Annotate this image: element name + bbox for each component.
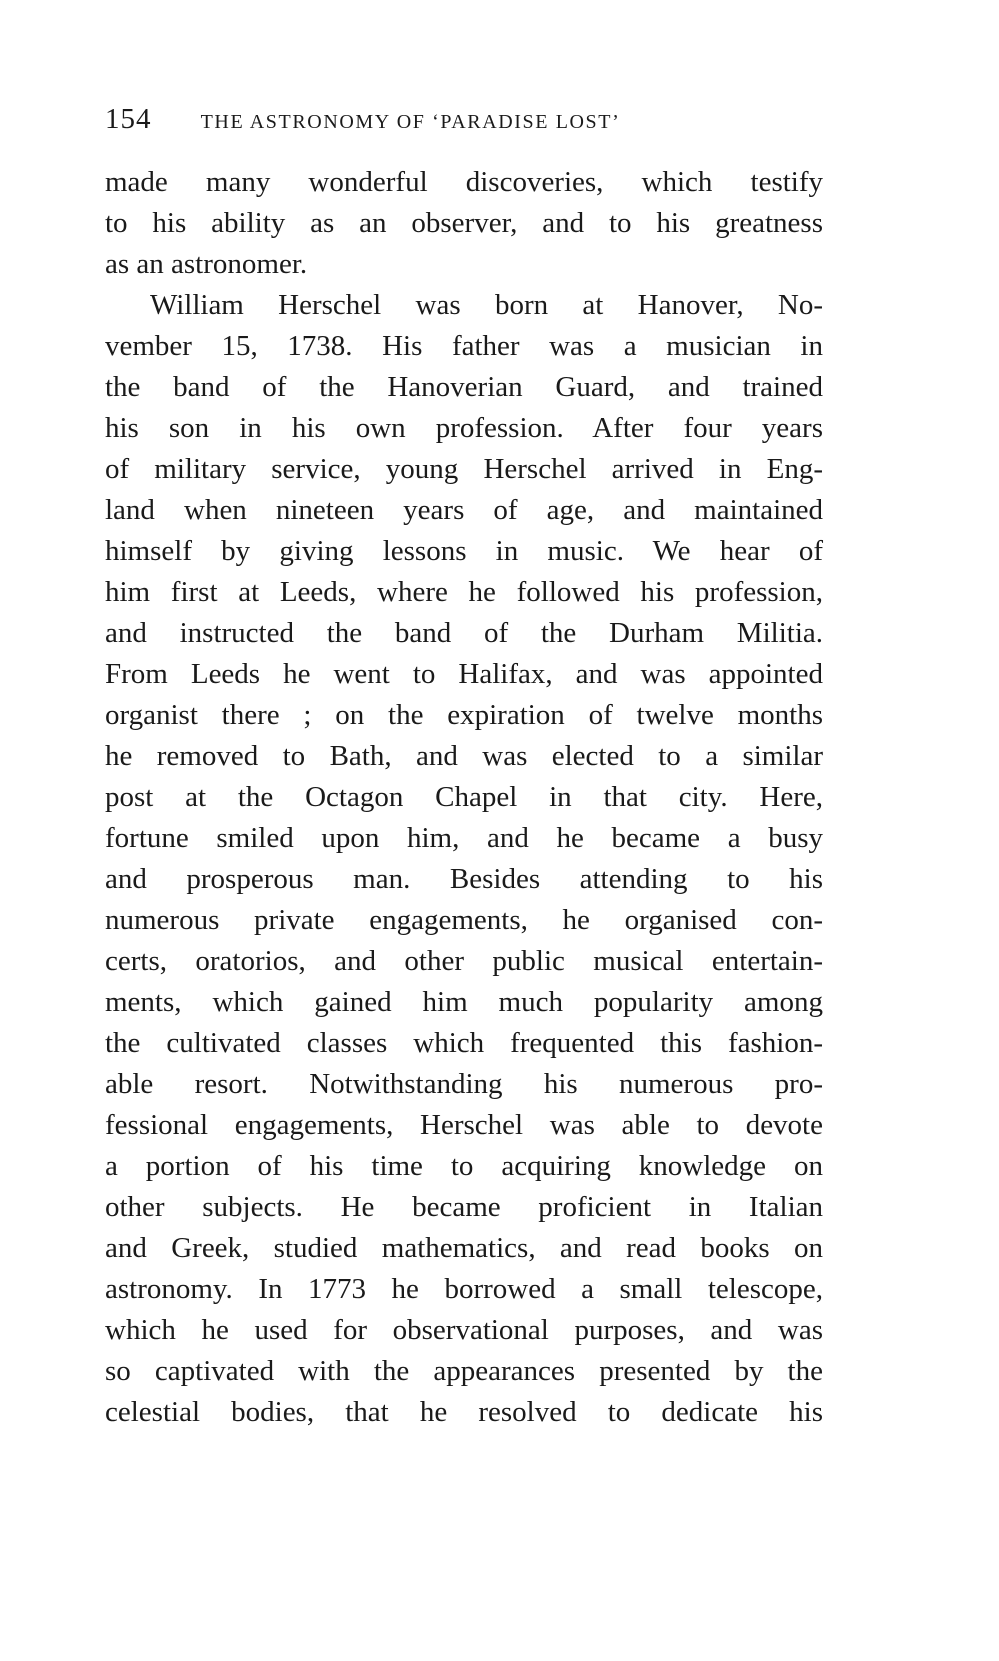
text-line: astronomy. In 1773 he borrowed a small telescope,	[105, 1273, 823, 1305]
text-line: fessional engagements, Herschel was able to devote	[105, 1109, 823, 1141]
text-line: him first at Leeds, where he followed his profession,	[105, 576, 823, 608]
text-line: ments, which gained him much popularity among	[105, 986, 823, 1018]
text-line: which he used for observational purposes, and was	[105, 1314, 823, 1346]
paragraph-2	[105, 285, 823, 1433]
running-title: THE ASTRONOMY OF ‘PARADISE LOST’	[200, 111, 621, 133]
text-line: so captivated with the appearances presented by the	[105, 1355, 823, 1387]
text-line: other subjects. He became proficient in Italian	[105, 1191, 823, 1223]
text-line: numerous private engagements, he organised con-	[105, 904, 823, 936]
text-line: the band of the Hanoverian Guard, and trained	[105, 371, 823, 403]
running-header	[105, 103, 825, 139]
text-line: to his ability as an observer, and to his greatness	[105, 207, 823, 239]
page-number: 154	[105, 103, 152, 135]
text-line: vember 15, 1738. His father was a musician in	[105, 330, 823, 362]
text-line: of military service, young Herschel arrived in Eng-	[105, 453, 823, 485]
text-line: his son in his own profession. After four years	[105, 412, 823, 444]
text-line: and instructed the band of the Durham Militia.	[105, 617, 823, 649]
text-line: he removed to Bath, and was elected to a similar	[105, 740, 823, 772]
paragraph-1	[105, 162, 823, 285]
text-line: post at the Octagon Chapel in that city. Here,	[105, 781, 823, 813]
text-line: a portion of his time to acquiring knowledge on	[105, 1150, 823, 1182]
text-line: and prosperous man. Besides attending to his	[105, 863, 823, 895]
text-line: organist there ; on the expiration of twelve months	[105, 699, 823, 731]
text-line: William Herschel was born at Hanover, No-	[150, 289, 823, 321]
text-line: and Greek, studied mathematics, and read books on	[105, 1232, 823, 1264]
text-line: land when nineteen years of age, and maintained	[105, 494, 823, 526]
text-line: made many wonderful discoveries, which testify	[105, 166, 823, 198]
text-line: himself by giving lessons in music. We hear of	[105, 535, 823, 567]
text-line: fortune smiled upon him, and he became a busy	[105, 822, 823, 854]
text-line: celestial bodies, that he resolved to dedicate his	[105, 1396, 823, 1428]
text-line: certs, oratorios, and other public musical entertain-	[105, 945, 823, 977]
text-line: able resort. Notwithstanding his numerous pro-	[105, 1068, 823, 1100]
text-line: From Leeds he went to Halifax, and was appointed	[105, 658, 823, 690]
body-text	[105, 162, 823, 1433]
text-line: as an astronomer.	[105, 248, 308, 280]
text-line: the cultivated classes which frequented this fashion-	[105, 1027, 823, 1059]
